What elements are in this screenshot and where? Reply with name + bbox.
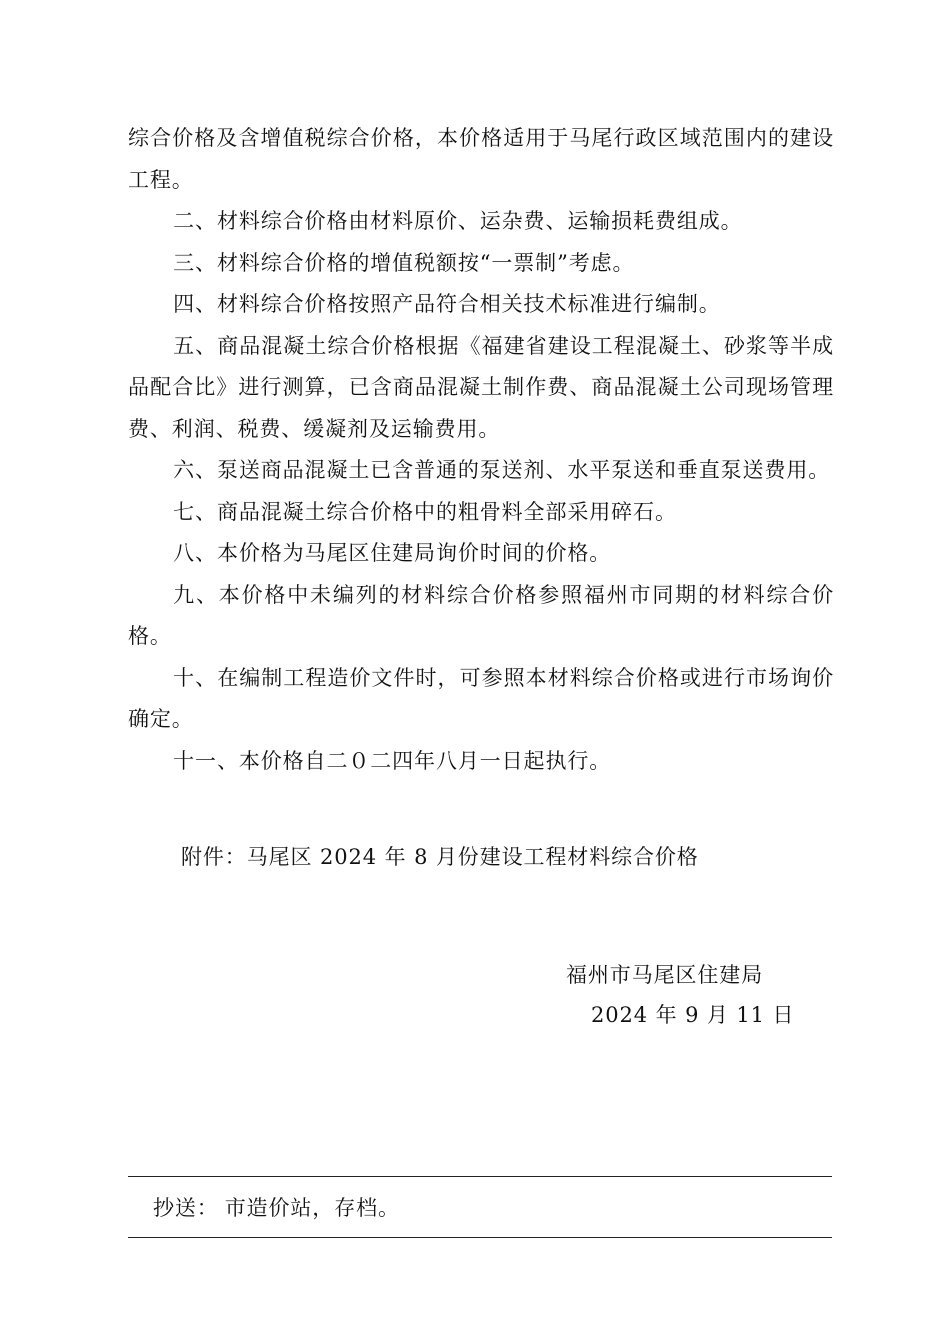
paragraph-item-6: 六、泵送商品混凝土已含普通的泵送剂、水平泵送和垂直泵送费用。 (173, 458, 831, 482)
attachment-note: 附件：马尾区 2024 年 8 月份建设工程材料综合价格 (181, 845, 699, 869)
cc-recipients: 市造价站，存档。 (224, 1196, 400, 1220)
paragraph-item-9: 九、本价格中未编列的材料综合价格参照福州市同期的材料综合价格。 (128, 582, 834, 648)
paragraph-item-2: 二、材料综合价格由材料原价、运杂费、运输损耗费组成。 (173, 209, 743, 233)
paragraph-item-4: 四、材料综合价格按照产品符合相关技术标准进行编制。 (173, 292, 721, 316)
paragraph-item-5: 五、商品混凝土综合价格根据《福建省建设工程混凝土、砂浆等半成品配合比》进行测算，已含商品混凝土制作费、商品混凝土公司现场管理费、利润、税费、缓凝剂及运输费用。 (128, 333, 834, 441)
document-body (128, 118, 834, 782)
cc-label: 抄送： (153, 1196, 219, 1220)
cc-top-divider (128, 1176, 832, 1177)
paragraph-item-3: 三、材料综合价格的增值税额按“一票制”考虑。 (173, 250, 635, 275)
paragraph-item-8: 八、本价格为马尾区住建局询价时间的价格。 (173, 541, 612, 565)
issue-date: 2024 年 9 月 11 日 (591, 1003, 795, 1027)
paragraph-item-11: 十一、本价格自二０二四年八月一日起执行。 (173, 748, 612, 773)
paragraph-item-7: 七、商品混凝土综合价格中的粗骨料全部采用碎石。 (173, 499, 677, 524)
cc-bottom-divider (128, 1237, 832, 1238)
issuing-authority: 福州市马尾区住建局 (566, 963, 764, 987)
cc-line (153, 1189, 400, 1227)
paragraph-item-10: 十、在编制工程造价文件时，可参照本材料综合价格或进行市场询价确定。 (128, 665, 834, 731)
paragraph-scope-continuation: 综合价格及含增值税综合价格，本价格适用于马尾行政区域范围内的建设工程。 (128, 126, 834, 192)
